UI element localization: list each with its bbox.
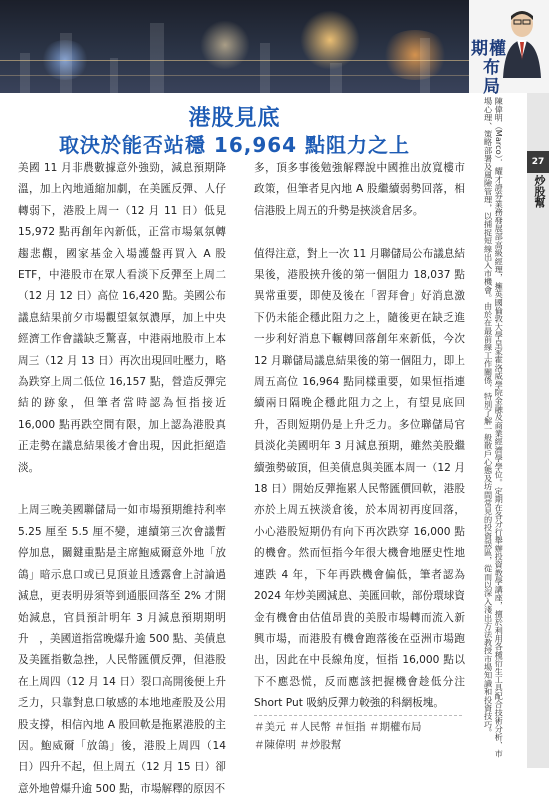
column-logo — [471, 40, 515, 97]
sidebar — [477, 93, 549, 768]
header-banner-image — [0, 0, 469, 93]
hashtags: ＃美元 ＃人民幣 ＃恒指 ＃期權布局 ＃陳偉明 ＃炒股幫 — [254, 715, 462, 754]
section-label: 炒股幫 — [533, 175, 546, 208]
article-column-middle — [254, 158, 465, 738]
paragraph: 多，頂多事後勉強解釋說中國推出放寬樓市政策，但筆者見內地 A 股繼續弱勢回落，相信港股上周五的升勢是挾淡倉居多。 — [254, 162, 465, 217]
column-brand — [469, 0, 549, 97]
paragraph: 美國 11 月非農數據意外強勁，減息預期降溫，加上內地通縮加劇，在美匯反彈、人仔轉弱下，港股上周一（12 月 11 日）低見 15,972 點再創年內新低，正當市場氣氛轉趨悲觀，國家基金入場護盤再買入 A 股 ETF，中港股市在眾人看淡下反彈至上周二（12 月 12 日）高位 16,420 點。美國公布議息結果前夕市場觀望氣氛濃厚，加上中央經濟工作會議缺乏驚喜，中港兩地股市上本周三（12 月 13 日）再次出現回吐壓力，略為跌穿上周二低位 16,157 點，營造反彈完結的跡象，但筆者當時認為恒指接近 16,000 點再跌空間有限，加上認為港股真正走勢在議息結果後才會出現，因此拒絕造淡。 — [18, 162, 226, 474]
logo-line-2: 布局 — [483, 58, 501, 97]
logo-line-1: 期權 — [471, 39, 507, 59]
headline: 港股見底 — [188, 106, 281, 131]
author-bio: 陳偉明（Marco）．耀才證券業務發展部高級經理，擁英國倫敦大學皇家霍洛威學院金融及商業經濟學學位。定期在各分行舉辦投資教學講座，擅於利用各種衍生工具配合技術分析、市場心理、策略部署及風險管理，以捕捉短線出入市機會。由於在最前線工作關係，特別了解一般散戶心態及坊間常見的投資誤區，從而以深入淺出方法教授市場知識和投資技巧。 — [483, 97, 505, 758]
paragraph: 值得注意，對上一次 11 月聯儲局公布議息結果後，港股挾升後的第一個阻力 18,037 點異常重要，即使及後在「習拜會」好消息激下仍未能企穩此阻力之上，隨後更在缺乏進一步利好消息下輾轉回落創年來新低，今次 12 月聯儲局議息結果後的第一個阻力，即上周五高位 16,964 點同樣重要，如果恒指連續兩日隔晚企穩此阻力之上，有望見底回升，否則短期仍是上升乏力。多位聯儲局官員淡化美國明年 3 月減息預期，雖然美股繼續強勢破頂，但美債息與美匯本周一（12 月 18 日）開始反彈拖累人民幣匯價回軟，港股亦於上周五挾淡倉後，於本周初再度回落，小心港股短期仍有向下再次跌穿 16,000 點的機會。然而恒指今年很大機會地歷史性地連跌 4 年，下年再跌機會偏低，筆者認為 2024 年炒美國減息、美匯回軟，部份環球資金有機會由估值昂貴的美股市場轉而流入新興市場，而港股有機會跑落後在亞洲市場跑出，因此在中長線角度，恒指 16,000 點以下不應恐慌，反而應該把握機會趁低分注 Short Put 吸納反彈力較強的科網板塊。 — [254, 247, 465, 710]
subheadline: 取決於能否站穩 16,964 點阻力之上 — [58, 133, 411, 157]
page-number: 27 — [527, 151, 549, 173]
paragraph: 上周三晚美國聯儲局一如市場預期維持利率 5.25 厘至 5.5 厘不變，連續第三次會議暫停加息，關鍵重點是主席鮑威爾意外地「放鴿」暗示息口或已見頂並且透露會上討論過減息，更表明毋須等到通脹回落至 2% 才開始減息，官員預計明年 3 月減息預期期明升 ，美國道指當晚爆升逾 500 點、美債息及美匯指數急挫，人民幣匯價反彈，但港股在上周四（12 月 14 日）裂口高開後便上升乏力，只靠對息口敏感的本地地產股及公用股支撐，相信內地 A 股回軟是拖累港股的主因。鮑威爾「放鴿」後，港股上周四（14 日）四升不起，但上周五（12 月 15 日）卻意外地曾爆升逾 500 點，市場解釋的原因不 — [18, 504, 226, 795]
article-column-left — [18, 158, 226, 795]
